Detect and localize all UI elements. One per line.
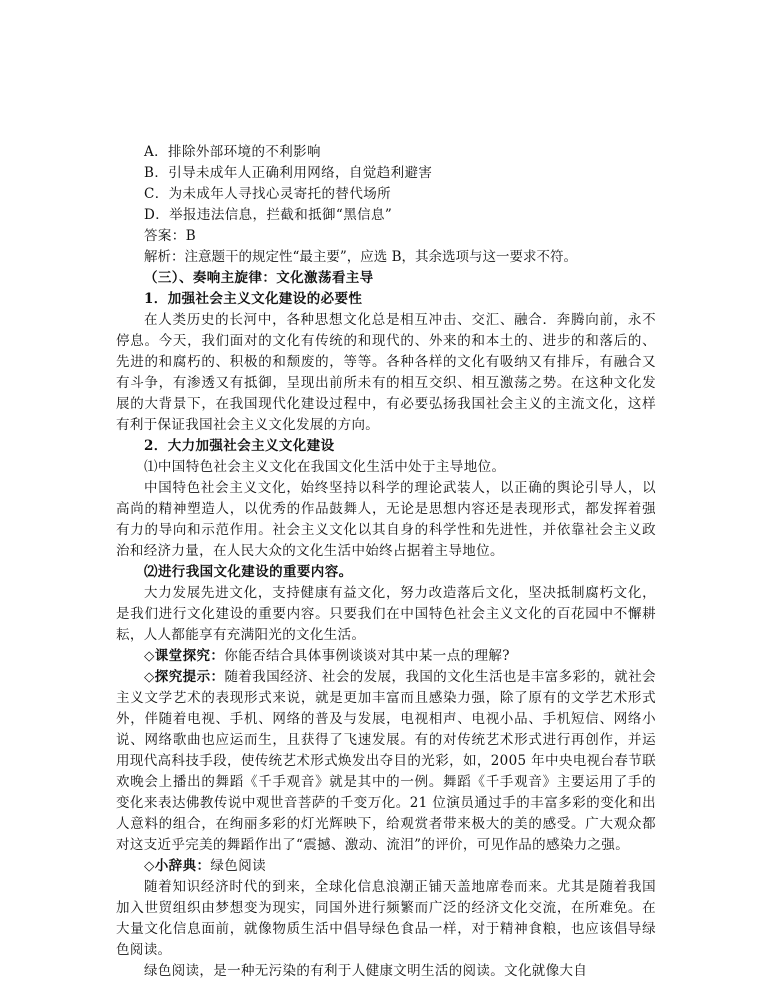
inquiry: [116, 646, 656, 667]
heading-2: 2．大力加强社会主义文化建设: [144, 438, 335, 454]
answer: 答案：B: [144, 228, 197, 244]
option-c: C．为未成年人寻找心灵寄托的替代场所: [144, 186, 392, 202]
paragraph-1: 在人类历史的长河中，各种思想文化总是相互冲击、交汇、融合．奔腾向前，永不停息。今天，我们面对的文化有传统的和现代的、外来的和本土的、进步的和落后的、先进的和腐朽的、积极的和颓废的，等等。各种各样的文化有吸纳又有排斥，有融合又有斗争，有渗透又有抵御，呈现出前所未有的相互交织、相互激荡之势。在这种文化发展的大背景下，在我国现代化建设过程中，有必要弘扬我国社会主义的主流文化，这样有利于保证我国社会主义文化发展的方向。: [116, 312, 656, 433]
paragraph-3: 大力发展先进文化，支持健康有益文化，努力改造落后文化，坚决抵制腐朽文化，是我们进行文化建设的重要内容。只要我们在中国特色社会主义文化的百花园中不懈耕耘，人人都能享有充满阳光的文化生活。: [116, 585, 656, 643]
hint-paragraph: [116, 667, 656, 856]
option-a: A．排除外部环境的不利影响: [144, 144, 321, 160]
hint-label: ◇探究提示：: [144, 669, 225, 685]
heading-1: 1．加强社会主义文化建设的必要性: [144, 291, 363, 307]
paragraph-2: 中国特色社会主义文化，始终坚持以科学的理论武装人，以正确的舆论引导人，以高尚的精神塑造人，以优秀的作品鼓舞人，无论是思想内容还是表现形式，都发挥着强有力的导向和示范作用。社会主义文化以其自身的科学性和先进性，并依靠社会主义政治和经济力量，在人民大众的文化生活中始终占据着主导地位。: [116, 480, 656, 559]
subheading-1: ⑴中国特色社会主义文化在我国文化生活中处于主导地位。: [144, 459, 506, 475]
subheading-2: ⑵进行我国文化建设的重要内容。: [144, 564, 353, 580]
dictionary-label: ◇小辞典：: [144, 858, 211, 874]
document-page: [116, 142, 656, 982]
inquiry-text: 你能否结合具体事例谈谈对其中某一点的理解?: [224, 648, 510, 664]
hint-text: 随着我国经济、社会的发展，我国的文化生活也是丰富多彩的，就社会主义文学艺术的表现形式来说，就是更加丰富而且感染力强，除了原有的文学艺术形式外，伴随着电视、手机、网络的普及与发展，电视相声、电视小品、手机短信、网络小说、网络歌曲也应运而生，且获得了飞速发展。有的对传统艺术形式进行再创作，并运用现代高科技手段，使传统艺术形式焕发出夺目的光彩，如，2005 年中央电视台春节联欢晚会上播出的舞蹈《千手观音》就是其中的一例。舞蹈《千手观音》主要运用了手的变化来表达佛教传说中观世音菩萨的千变万化。21 位演员通过手的丰富多彩的变化和出人意料的组合，在绚丽多彩的灯光辉映下，给观赏者带来极大的美的感受。广大观众都对这支近乎完美的舞蹈作出了“震撼、激动、流泪”的评价，可见作品的感染力之强。: [116, 669, 656, 853]
option-b: B．引导未成年人正确利用网络，自觉趋利避害: [144, 165, 433, 181]
paragraph-4: 随着知识经济时代的到来，全球化信息浪潮正铺天盖地席卷而来。尤其是随着我国加入世贸组织由梦想变为现实，同国外进行频繁而广泛的经济文化交流，在所难免。在大量文化信息面前，就像物质生活中倡导绿色食品一样，对于精神食粮，也应该倡导绿色阅读。: [116, 879, 656, 958]
analysis: 解析：注意题干的规定性“最主要”，应选 B，其余选项与这一要求不符。: [144, 249, 578, 265]
option-d: D．举报违法信息，拦截和抵御“黑信息”: [144, 207, 393, 223]
dictionary-text: 绿色阅读: [210, 858, 266, 874]
inquiry-label: ◇课堂探究：: [144, 648, 225, 664]
paragraph-5: 绿色阅读，是一种无污染的有利于人健康文明生活的阅读。文化就像大自: [144, 963, 588, 979]
section-title: （三）、奏响主旋律：文化激荡看主导: [144, 270, 374, 286]
dictionary: [116, 856, 656, 877]
